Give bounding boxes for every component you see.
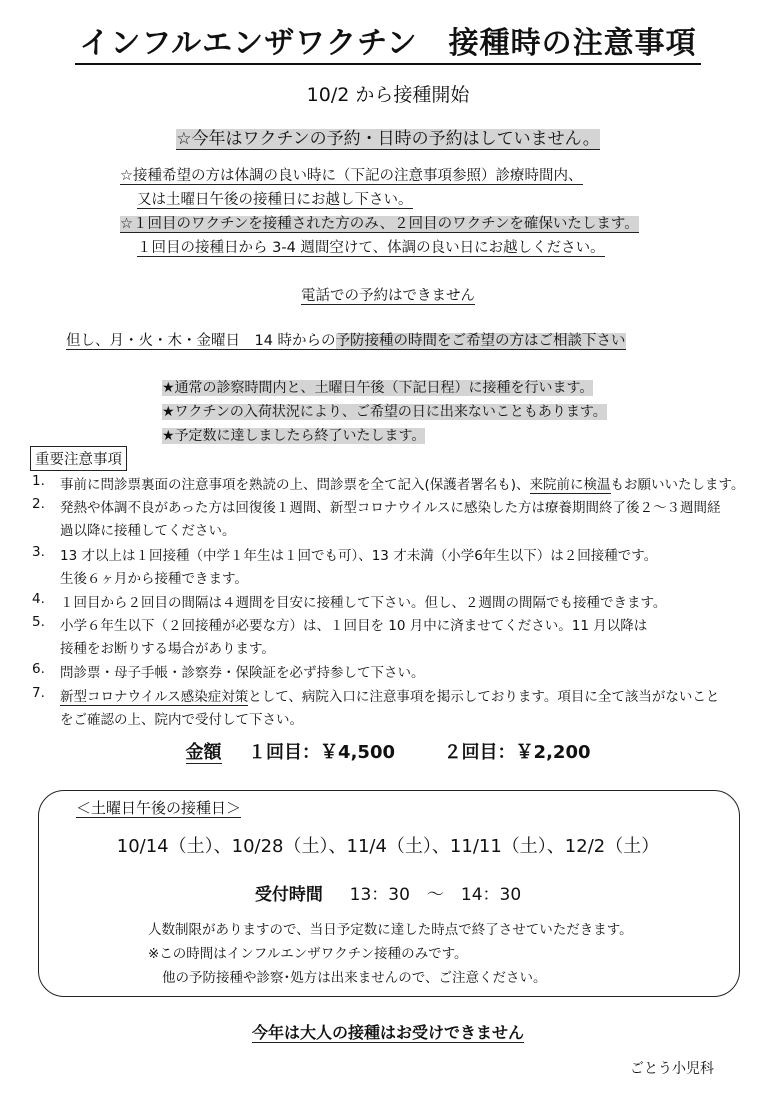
item-number: 2. [32,496,45,512]
important-item-cont: 過以降に接種してください。 [60,523,236,539]
important-item: 問診票・母子手帳・診察券・保険証を必ず持参して下さい。 [60,665,425,681]
important-heading: 重要注意事項 [30,446,127,471]
important-item: 13 才以上は１回接種（中学１年生は１回でも可）、13 才未満（小学6年生以下）は２回接種です。 [60,548,658,564]
item-number: 7. [32,685,45,701]
important-item: 事前に問診票裏面の注意事項を熟読の上、問診票を全て記入(保護者署名も)、来院前に検温もお願いいたします。 [60,477,745,493]
saturday-note: 他の予防接種や診察･処方は出来ませんので、ご注意ください。 [162,970,547,986]
important-item: 小学６年生以下（２回接種が必要な方）は、１回目を 10 月中に済ませてください。11 月以降は [60,618,648,634]
bullet-line: ★通常の診察時間内と、土曜日午後（下記日程）に接種を行います。 [162,380,594,396]
saturday-dates: 10/14（土）、10/28（土）、11/4（土）、11/11（土）、12/2（土） [116,836,660,857]
instruction-line: 又は土曜日午後の接種日にお越し下さい。 [137,192,413,208]
important-item-cont: をご確認の上、院内で受付して下さい。 [60,712,303,728]
instruction-line: １回目の接種日から 3-4 週間空けて、体調の良い日にお越しください。 [137,240,605,256]
bullet-line: ★ワクチンの入荷状況により、ご希望の日に出来ないこともあります。 [162,404,607,420]
clinic-name: ごとう小児科 [630,1061,714,1077]
item-number: 6. [32,661,45,677]
adult-notice: 今年は大人の接種はお受けできません [251,1023,524,1042]
important-item-cont: 接種をお断りする場合があります。 [60,641,275,657]
instruction-line-highlight: ☆１回目のワクチンを接種された方のみ、２回目のワクチンを確保いたします。 [120,216,639,232]
saturday-note: 人数制限がありますので、当日予定数に達した時点で終了させていただきます。 [148,922,633,938]
phone-notice: 電話での予約はできません [301,288,475,304]
instruction-line: ☆接種希望の方は体調の良い時に（下記の注意事項参照）診療時間内、 [120,168,583,184]
important-item-cont: 生後６ヶ月から接種できます。 [60,571,248,587]
important-item: １回目から２回目の間隔は４週間を目安に接種して下さい。但し、２週間の間隔でも接種できます。 [60,595,667,611]
item-number: 1. [32,473,45,489]
no-reservation-notice: ☆今年はワクチンの予約・日時の予約はしていません。 [176,129,600,149]
page-title: インフルエンザワクチン 接種時の注意事項 [0,18,776,62]
important-item: 発熱や体調不良があった方は回復後１週間、新型コロナウイルスに感染した方は療養期間終了後２～３週間経 [60,500,721,516]
saturday-note: ※この時間はインフルエンザワクチン接種のみです。 [148,946,468,962]
item-number: 5. [32,614,45,630]
item-number: 4. [32,591,45,607]
bullet-line: ★予定数に達しましたら終了いたします。 [162,428,426,444]
start-date-subtitle: 10/2 から接種開始 [306,84,470,106]
saturday-title: ＜土曜日午後の接種日＞ [76,799,242,817]
price-line: 金額 １回目：￥4,500 ２回目：￥2,200 [185,742,591,763]
weekday-consult-notice: 但し、月・火・木・金曜日 14 時からの予防接種の時間をご希望の方はご相談下さい [66,333,626,349]
reception-time: 受付時間 13：30 ～ 14：30 [254,885,522,905]
important-item: 新型コロナウイルス感染症対策として、病院入口に注意事項を掲示しております。項目に全て該当がないこと [60,689,720,705]
item-number: 3. [32,544,45,560]
